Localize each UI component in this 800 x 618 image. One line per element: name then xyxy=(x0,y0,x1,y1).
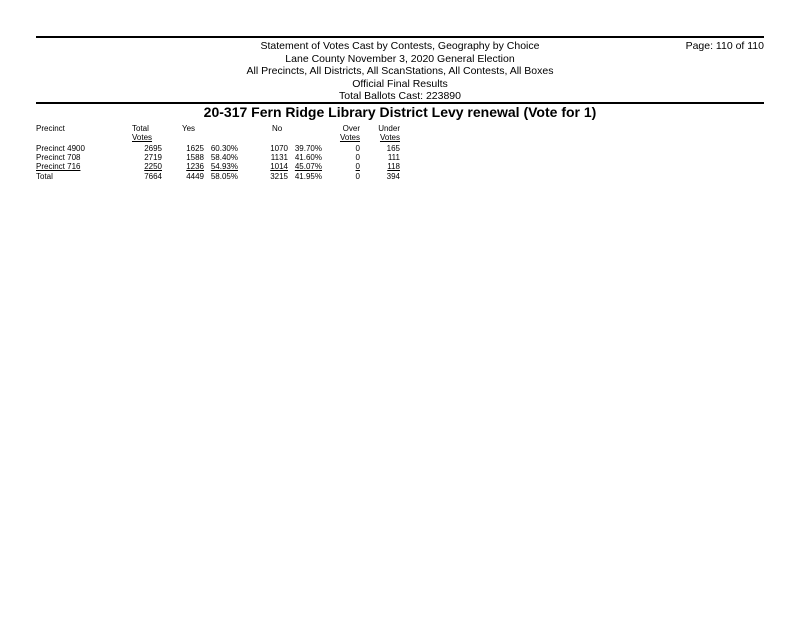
col-header-under-top: Under xyxy=(378,124,400,133)
header-line-1: Statement of Votes Cast by Contests, Geography by Choice xyxy=(260,40,540,52)
no-votes: 3215 xyxy=(270,172,288,181)
col-header-total-top: Total xyxy=(132,124,149,133)
total-votes: 7664 xyxy=(144,172,162,181)
col-header-no: No xyxy=(272,124,283,133)
no-votes: 1131 xyxy=(270,153,288,162)
yes-percent: 60.30% xyxy=(210,144,238,153)
yes-votes: 1236 xyxy=(186,162,204,171)
yes-votes: 1625 xyxy=(186,144,204,153)
contest-title: 20-317 Fern Ridge Library District Levy renewal (Vote for 1) xyxy=(203,104,597,120)
over-votes: 0 xyxy=(355,162,360,171)
table-row xyxy=(36,153,436,162)
total-votes: 2719 xyxy=(144,153,162,162)
yes-votes: 4449 xyxy=(186,172,204,181)
col-header-over-top: Over xyxy=(342,124,360,133)
col-header-yes: Yes xyxy=(182,124,196,133)
page-number: Page: 110 of 110 xyxy=(685,40,764,52)
header-line-5: Total Ballots Cast: 223890 xyxy=(339,90,461,102)
no-votes: 1014 xyxy=(270,162,288,171)
total-label: Total xyxy=(36,172,53,181)
under-votes: 118 xyxy=(387,162,400,171)
no-votes: 1070 xyxy=(270,144,288,153)
over-votes: 0 xyxy=(355,144,360,153)
top-rule xyxy=(36,36,764,38)
report-header xyxy=(36,40,764,103)
under-votes: 111 xyxy=(387,153,400,162)
over-votes: 0 xyxy=(355,172,360,181)
yes-percent: 58.40% xyxy=(210,153,238,162)
total-votes: 2250 xyxy=(144,162,162,171)
yes-votes: 1588 xyxy=(186,153,204,162)
precinct-name: Precinct 4900 xyxy=(36,144,85,153)
under-votes: 165 xyxy=(386,144,400,153)
col-header-over-bottom: Votes xyxy=(339,133,360,142)
col-header-precinct: Precinct xyxy=(36,124,65,133)
header-line-2: Lane County November 3, 2020 General Election xyxy=(285,52,515,65)
no-percent: 41.95% xyxy=(294,172,322,181)
under-votes: 394 xyxy=(386,172,400,181)
col-header-under-bottom: Votes xyxy=(379,133,400,142)
header-line-4: Official Final Results xyxy=(352,77,448,90)
table-total-row xyxy=(36,172,436,181)
col-header-total xyxy=(132,124,162,142)
header-line-3: All Precincts, All Districts, All ScanStations, All Contests, All Boxes xyxy=(246,65,554,77)
table-row xyxy=(36,144,436,153)
precinct-name: Precinct 716 xyxy=(36,162,81,171)
no-percent: 45.07% xyxy=(294,162,322,171)
no-percent: 41.60% xyxy=(294,153,322,162)
precinct-name: Precinct 708 xyxy=(36,153,81,162)
table-header-row xyxy=(36,124,436,144)
no-percent: 39.70% xyxy=(294,144,322,153)
col-header-under xyxy=(370,124,400,142)
col-header-total-bottom: Votes xyxy=(132,133,153,142)
over-votes: 0 xyxy=(355,153,360,162)
yes-percent: 58.05% xyxy=(210,172,238,181)
results-table xyxy=(36,124,436,181)
yes-percent: 54.93% xyxy=(210,162,238,171)
table-row xyxy=(36,162,436,171)
col-header-over xyxy=(332,124,360,142)
total-votes: 2695 xyxy=(144,144,162,153)
